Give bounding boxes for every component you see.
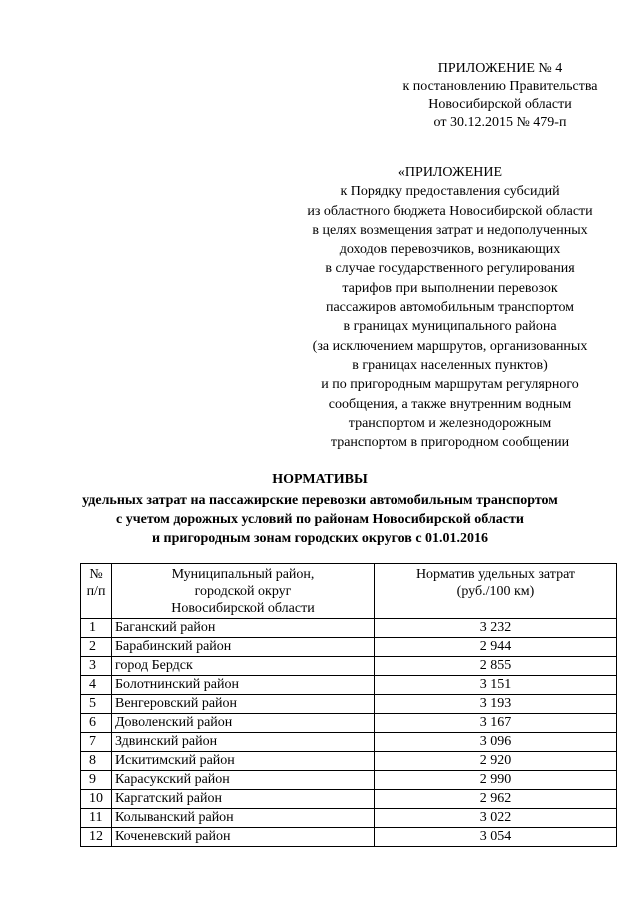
row-norm: 2 855 [375,657,617,676]
table-row [81,619,617,638]
heading-subtitle-line: и пригородным зонам городских округов с 01.01.2016 [151,531,489,546]
row-norm: 2 920 [375,752,617,771]
table-row [81,676,617,695]
header-district-line: Муниципальный район, [171,567,315,582]
row-norm: 3 096 [375,733,617,752]
row-norm: 2 944 [375,638,617,657]
row-number: 10 [81,790,112,809]
row-norm: 3 022 [375,809,617,828]
header-number [81,564,112,619]
row-district: Баганский район [112,619,375,638]
header-number-line: п/п [86,584,106,599]
order-reference [260,163,640,452]
document-heading [0,470,640,548]
header-norm-line: (руб./100 км) [456,584,535,599]
row-number: 9 [81,771,112,790]
table-header-row [81,564,617,619]
norms-table [80,563,617,847]
order-line: транспортом и железнодорожным [348,415,552,431]
row-district: Здвинский район [112,733,375,752]
header-norm [375,564,617,619]
table-row [81,790,617,809]
order-line: сообщения, а также внутренним водным [328,396,572,412]
row-norm: 3 151 [375,676,617,695]
header-number-line: № [89,567,103,582]
order-line: в границах населенных пунктов) [352,357,548,373]
order-line: в границах муниципального района [343,319,557,335]
row-norm: 3 054 [375,828,617,847]
row-district: Искитимский район [112,752,375,771]
row-district: Колыванский район [112,809,375,828]
row-number: 1 [81,619,112,638]
table-row [81,828,617,847]
row-number: 5 [81,695,112,714]
row-number: 6 [81,714,112,733]
header-norm-line: Норматив удельных затрат [415,567,576,582]
order-line: к Порядку предоставления субсидий [340,184,560,200]
row-district: Венгеровский район [112,695,375,714]
row-norm: 2 990 [375,771,617,790]
header-district-line: городской округ [194,584,292,599]
table-row [81,714,617,733]
row-number: 4 [81,676,112,695]
heading-title: НОРМАТИВЫ [272,472,368,487]
appendix-title: ПРИЛОЖЕНИЕ № 4 [437,61,563,76]
order-line: в целях возмещения затрат и недополученных [312,222,588,238]
table-row [81,752,617,771]
order-title: «ПРИЛОЖЕНИЕ [397,165,503,180]
table-row [81,771,617,790]
order-line: доходов перевозчиков, возникающих [339,242,561,258]
row-district: город Бердск [112,657,375,676]
order-line: в случае государственного регулирования [325,261,575,277]
table-row [81,809,617,828]
row-number: 11 [81,809,112,828]
header-district-line: Новосибирской области [171,601,315,616]
table-row [81,638,617,657]
row-norm: 2 962 [375,790,617,809]
row-norm: 3 193 [375,695,617,714]
row-number: 2 [81,638,112,657]
header-district [112,564,375,619]
appendix-date-line: от 30.12.2015 № 479-п [433,115,567,130]
row-district: Болотнинский район [112,676,375,695]
row-number: 3 [81,657,112,676]
table-row [81,695,617,714]
row-norm: 3 167 [375,714,617,733]
appendix-stamp [360,60,640,132]
row-norm: 3 232 [375,619,617,638]
row-number: 12 [81,828,112,847]
row-district: Коченевский район [112,828,375,847]
row-number: 8 [81,752,112,771]
heading-subtitle-line: с учетом дорожных условий по районам Новосибирской области [116,512,524,527]
order-line: пассажиров автомобильным транспортом [325,300,575,316]
order-line: из областного бюджета Новосибирской области [307,203,593,219]
row-district: Карасукский район [112,771,375,790]
row-district: Барабинский район [112,638,375,657]
order-line: тарифов при выполнении перевозок [342,280,558,296]
appendix-line: Новосибирской области [428,97,572,112]
heading-subtitle-line: удельных затрат на пассажирские перевозки автомобильным транспортом [82,493,558,508]
table-row [81,733,617,752]
row-number: 7 [81,733,112,752]
order-line: (за исключением маршрутов, организованных [312,338,588,354]
order-line: транспортом в пригородном сообщении [330,435,570,451]
row-district: Доволенский район [112,714,375,733]
row-district: Каргатский район [112,790,375,809]
appendix-line: к постановлению Правительства [402,79,598,94]
order-line: и по пригородным маршрутам регулярного [321,377,579,393]
table-row [81,657,617,676]
